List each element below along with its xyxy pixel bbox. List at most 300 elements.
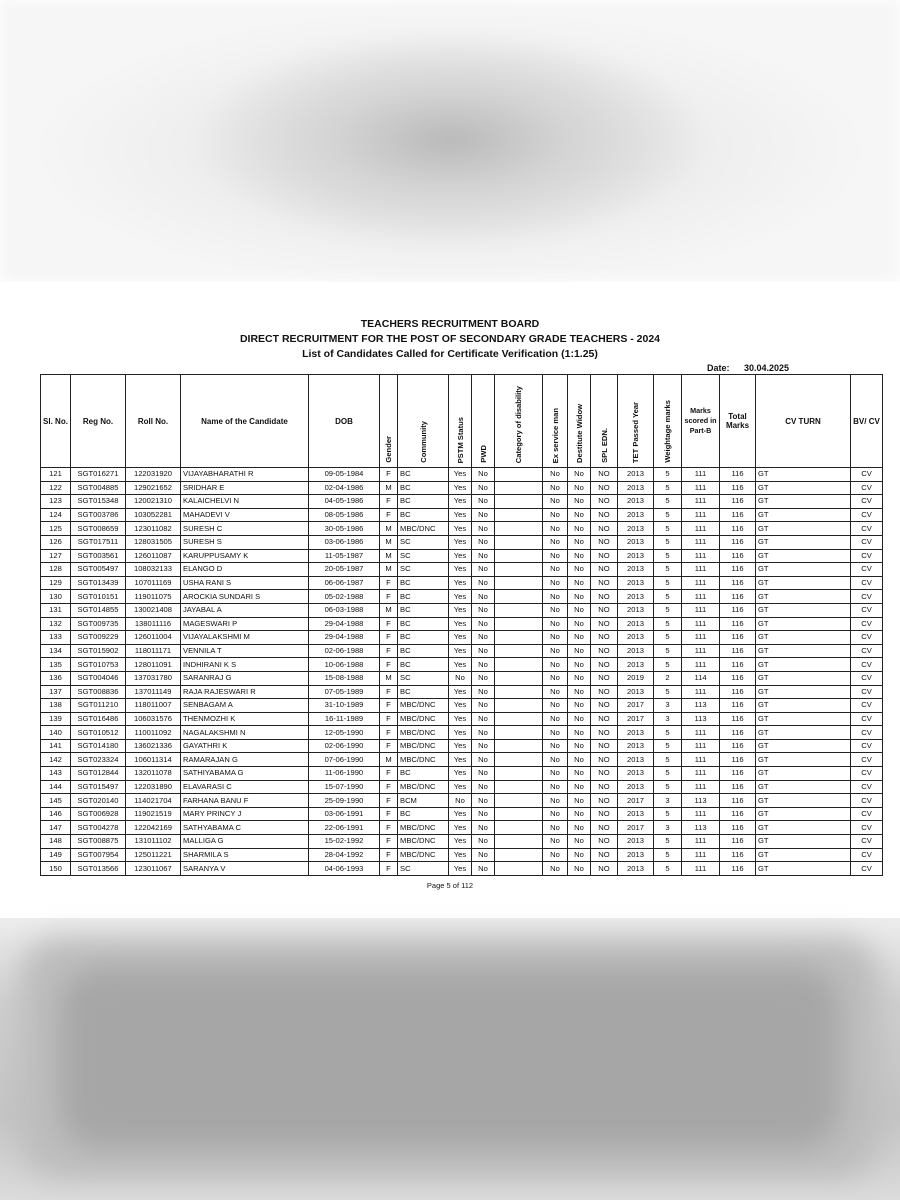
cell-community: MBC/DNC: [398, 726, 449, 740]
cell-bv-cv: CV: [851, 590, 883, 604]
cell-tet-year: 2013: [618, 576, 654, 590]
cell-pstm: Yes: [449, 468, 472, 482]
cell-sl: 144: [41, 780, 71, 794]
cell-destitute-widow: No: [568, 767, 591, 781]
table-row: [41, 685, 883, 699]
table-row: [41, 739, 883, 753]
cell-part-b-marks: 113: [682, 794, 720, 808]
cell-cv-turn: GT: [756, 848, 851, 862]
cell-candidate-name: JAYABAL A: [181, 603, 309, 617]
cell-community: MBC/DNC: [398, 753, 449, 767]
cell-roll-no: 125011221: [126, 848, 181, 862]
cell-pstm: Yes: [449, 835, 472, 849]
cell-disability: [495, 699, 543, 713]
cell-reg-no: SGT004046: [71, 671, 126, 685]
cell-candidate-name: RAMARAJAN G: [181, 753, 309, 767]
cell-ex-service: No: [543, 767, 568, 781]
cell-sl: 145: [41, 794, 71, 808]
cell-gender: F: [380, 807, 398, 821]
cell-total-marks: 116: [720, 726, 756, 740]
cell-bv-cv: CV: [851, 862, 883, 876]
cell-gender: F: [380, 835, 398, 849]
cell-bv-cv: CV: [851, 563, 883, 577]
cell-total-marks: 116: [720, 671, 756, 685]
cell-pstm: Yes: [449, 821, 472, 835]
cell-dob: 03-06-1986: [309, 535, 380, 549]
table-row: [41, 631, 883, 645]
cell-bv-cv: CV: [851, 644, 883, 658]
col-disability: Category of disability: [495, 375, 543, 468]
cell-pwd: No: [472, 767, 495, 781]
cell-ex-service: No: [543, 603, 568, 617]
cell-cv-turn: GT: [756, 617, 851, 631]
cell-weightage: 5: [654, 603, 682, 617]
cell-roll-no: 103052281: [126, 508, 181, 522]
cell-dob: 25-09-1990: [309, 794, 380, 808]
cell-disability: [495, 549, 543, 563]
cell-tet-year: 2013: [618, 522, 654, 536]
cell-spl-edn: NO: [591, 726, 618, 740]
cell-cv-turn: GT: [756, 767, 851, 781]
cell-bv-cv: CV: [851, 753, 883, 767]
cell-disability: [495, 848, 543, 862]
cell-pwd: No: [472, 495, 495, 509]
cell-candidate-name: MAGESWARI P: [181, 617, 309, 631]
cell-pstm: Yes: [449, 644, 472, 658]
cell-disability: [495, 780, 543, 794]
cell-gender: F: [380, 794, 398, 808]
cell-tet-year: 2013: [618, 549, 654, 563]
cell-candidate-name: INDHIRANI K S: [181, 658, 309, 672]
table-row: [41, 658, 883, 672]
cell-sl: 142: [41, 753, 71, 767]
cell-total-marks: 116: [720, 862, 756, 876]
cell-ex-service: No: [543, 590, 568, 604]
cell-candidate-name: SATHYABAMA C: [181, 821, 309, 835]
cell-weightage: 5: [654, 522, 682, 536]
cell-total-marks: 116: [720, 699, 756, 713]
table-row: [41, 767, 883, 781]
cell-roll-no: 123011082: [126, 522, 181, 536]
cell-tet-year: 2013: [618, 603, 654, 617]
cell-destitute-widow: No: [568, 726, 591, 740]
cell-ex-service: No: [543, 699, 568, 713]
cell-spl-edn: NO: [591, 658, 618, 672]
cell-dob: 20-05-1987: [309, 563, 380, 577]
cell-dob: 29-04-1988: [309, 631, 380, 645]
cell-total-marks: 116: [720, 563, 756, 577]
cell-ex-service: No: [543, 522, 568, 536]
table-row: [41, 576, 883, 590]
cell-gender: F: [380, 644, 398, 658]
cell-pwd: No: [472, 644, 495, 658]
cell-weightage: 3: [654, 794, 682, 808]
cell-sl: 140: [41, 726, 71, 740]
cell-destitute-widow: No: [568, 794, 591, 808]
cell-part-b-marks: 113: [682, 712, 720, 726]
cell-cv-turn: GT: [756, 835, 851, 849]
cell-disability: [495, 590, 543, 604]
cell-pstm: Yes: [449, 522, 472, 536]
cell-pwd: No: [472, 603, 495, 617]
cell-pwd: No: [472, 835, 495, 849]
cell-disability: [495, 508, 543, 522]
cell-weightage: 5: [654, 590, 682, 604]
cell-candidate-name: NAGALAKSHMI N: [181, 726, 309, 740]
col-pstm: PSTM Status: [449, 375, 472, 468]
table-row: [41, 590, 883, 604]
cell-spl-edn: NO: [591, 576, 618, 590]
cell-spl-edn: NO: [591, 644, 618, 658]
cell-dob: 15-08-1988: [309, 671, 380, 685]
cell-ex-service: No: [543, 658, 568, 672]
cell-cv-turn: GT: [756, 862, 851, 876]
cell-part-b-marks: 113: [682, 699, 720, 713]
cell-dob: 15-07-1990: [309, 780, 380, 794]
cell-reg-no: SGT008836: [71, 685, 126, 699]
cell-pwd: No: [472, 753, 495, 767]
cell-candidate-name: SURESH C: [181, 522, 309, 536]
cell-cv-turn: GT: [756, 699, 851, 713]
candidates-table: [40, 374, 883, 876]
cell-pstm: Yes: [449, 658, 472, 672]
cell-disability: [495, 739, 543, 753]
cell-part-b-marks: 114: [682, 671, 720, 685]
cell-candidate-name: SHARMILA S: [181, 848, 309, 862]
cell-tet-year: 2013: [618, 767, 654, 781]
cell-total-marks: 116: [720, 522, 756, 536]
cell-roll-no: 132011078: [126, 767, 181, 781]
cell-roll-no: 110011092: [126, 726, 181, 740]
cell-sl: 128: [41, 563, 71, 577]
cell-disability: [495, 671, 543, 685]
cell-reg-no: SGT009735: [71, 617, 126, 631]
cell-cv-turn: GT: [756, 603, 851, 617]
blurred-previous-page: [0, 0, 900, 282]
cell-pwd: No: [472, 549, 495, 563]
cell-spl-edn: NO: [591, 712, 618, 726]
cell-pwd: No: [472, 590, 495, 604]
cell-tet-year: 2013: [618, 726, 654, 740]
cell-candidate-name: SURESH S: [181, 535, 309, 549]
cell-ex-service: No: [543, 821, 568, 835]
cell-gender: F: [380, 508, 398, 522]
table-row: [41, 835, 883, 849]
cell-roll-no: 131011102: [126, 835, 181, 849]
cell-sl: 136: [41, 671, 71, 685]
cell-ex-service: No: [543, 835, 568, 849]
cell-total-marks: 116: [720, 807, 756, 821]
cell-cv-turn: GT: [756, 753, 851, 767]
cell-weightage: 5: [654, 644, 682, 658]
cell-candidate-name: AROCKIA SUNDARI S: [181, 590, 309, 604]
cell-tet-year: 2013: [618, 468, 654, 482]
col-pwd: PWD: [472, 375, 495, 468]
cell-weightage: 2: [654, 671, 682, 685]
cell-ex-service: No: [543, 495, 568, 509]
cell-total-marks: 116: [720, 603, 756, 617]
cell-sl: 121: [41, 468, 71, 482]
cell-weightage: 5: [654, 780, 682, 794]
cell-pstm: Yes: [449, 726, 472, 740]
cell-destitute-widow: No: [568, 576, 591, 590]
cell-spl-edn: NO: [591, 495, 618, 509]
cell-total-marks: 116: [720, 835, 756, 849]
cell-disability: [495, 617, 543, 631]
cell-cv-turn: GT: [756, 807, 851, 821]
cell-part-b-marks: 111: [682, 495, 720, 509]
cell-pstm: Yes: [449, 767, 472, 781]
cell-total-marks: 116: [720, 685, 756, 699]
cell-spl-edn: NO: [591, 631, 618, 645]
cell-community: SC: [398, 563, 449, 577]
cell-gender: M: [380, 563, 398, 577]
cell-dob: 15-02-1992: [309, 835, 380, 849]
cell-bv-cv: CV: [851, 767, 883, 781]
cell-candidate-name: KALAICHELVI N: [181, 495, 309, 509]
cell-ex-service: No: [543, 549, 568, 563]
cell-pwd: No: [472, 576, 495, 590]
cell-pwd: No: [472, 712, 495, 726]
cell-ex-service: No: [543, 848, 568, 862]
cell-disability: [495, 767, 543, 781]
cell-pwd: No: [472, 468, 495, 482]
cell-tet-year: 2013: [618, 495, 654, 509]
cell-candidate-name: VIJAYALAKSHMI M: [181, 631, 309, 645]
cell-total-marks: 116: [720, 753, 756, 767]
cell-pstm: Yes: [449, 508, 472, 522]
cell-gender: F: [380, 590, 398, 604]
cell-dob: 10-06-1988: [309, 658, 380, 672]
cell-destitute-widow: No: [568, 780, 591, 794]
cell-tet-year: 2013: [618, 631, 654, 645]
cell-gender: F: [380, 468, 398, 482]
cell-bv-cv: CV: [851, 685, 883, 699]
cell-pwd: No: [472, 617, 495, 631]
cell-total-marks: 116: [720, 821, 756, 835]
cell-ex-service: No: [543, 712, 568, 726]
col-bvcv: BV/ CV: [851, 375, 883, 468]
cell-gender: F: [380, 631, 398, 645]
cell-bv-cv: CV: [851, 794, 883, 808]
cell-bv-cv: CV: [851, 848, 883, 862]
cell-roll-no: 126011087: [126, 549, 181, 563]
cell-part-b-marks: 111: [682, 644, 720, 658]
cell-community: MBC/DNC: [398, 712, 449, 726]
cell-sl: 125: [41, 522, 71, 536]
cell-ex-service: No: [543, 508, 568, 522]
cell-pwd: No: [472, 807, 495, 821]
cell-weightage: 5: [654, 617, 682, 631]
cell-sl: 130: [41, 590, 71, 604]
cell-total-marks: 116: [720, 495, 756, 509]
cell-cv-turn: GT: [756, 590, 851, 604]
cell-ex-service: No: [543, 807, 568, 821]
cell-sl: 137: [41, 685, 71, 699]
cell-disability: [495, 644, 543, 658]
cell-tet-year: 2013: [618, 535, 654, 549]
cell-part-b-marks: 111: [682, 508, 720, 522]
cell-pstm: Yes: [449, 576, 472, 590]
cell-reg-no: SGT010753: [71, 658, 126, 672]
cell-dob: 06-03-1988: [309, 603, 380, 617]
cell-pstm: Yes: [449, 631, 472, 645]
cell-tet-year: 2013: [618, 807, 654, 821]
table-row: [41, 617, 883, 631]
cell-dob: 22-06-1991: [309, 821, 380, 835]
cell-disability: [495, 576, 543, 590]
cell-reg-no: SGT014180: [71, 739, 126, 753]
cell-gender: F: [380, 617, 398, 631]
cell-dob: 02-06-1990: [309, 739, 380, 753]
cell-community: SC: [398, 862, 449, 876]
table-row: [41, 549, 883, 563]
cell-tet-year: 2017: [618, 699, 654, 713]
cell-sl: 131: [41, 603, 71, 617]
cell-reg-no: SGT005497: [71, 563, 126, 577]
cell-dob: 11-05-1987: [309, 549, 380, 563]
cell-community: MBC/DNC: [398, 848, 449, 862]
cell-dob: 09-05-1984: [309, 468, 380, 482]
cell-bv-cv: CV: [851, 576, 883, 590]
cell-cv-turn: GT: [756, 739, 851, 753]
col-cvturn: CV TURN: [756, 375, 851, 468]
cell-dob: 16-11-1989: [309, 712, 380, 726]
cell-part-b-marks: 111: [682, 576, 720, 590]
cell-reg-no: SGT006928: [71, 807, 126, 821]
cell-total-marks: 116: [720, 468, 756, 482]
cell-disability: [495, 631, 543, 645]
cell-dob: 03-06-1991: [309, 807, 380, 821]
cell-bv-cv: CV: [851, 699, 883, 713]
cell-cv-turn: GT: [756, 535, 851, 549]
cell-reg-no: SGT010151: [71, 590, 126, 604]
cell-pwd: No: [472, 685, 495, 699]
cell-part-b-marks: 111: [682, 481, 720, 495]
cell-reg-no: SGT015902: [71, 644, 126, 658]
cell-pstm: Yes: [449, 753, 472, 767]
cell-ex-service: No: [543, 780, 568, 794]
cell-destitute-widow: No: [568, 508, 591, 522]
cell-ex-service: No: [543, 535, 568, 549]
cell-ex-service: No: [543, 563, 568, 577]
org-title: TEACHERS RECRUITMENT BOARD: [360, 318, 540, 330]
cell-dob: 06-06-1987: [309, 576, 380, 590]
cell-community: MBC/DNC: [398, 739, 449, 753]
cell-spl-edn: NO: [591, 617, 618, 631]
cell-part-b-marks: 111: [682, 522, 720, 536]
cell-cv-turn: GT: [756, 685, 851, 699]
table-row: [41, 535, 883, 549]
cell-weightage: 5: [654, 508, 682, 522]
cell-bv-cv: CV: [851, 726, 883, 740]
table-row: [41, 848, 883, 862]
table-header-row: [41, 375, 883, 468]
cell-disability: [495, 563, 543, 577]
cell-tet-year: 2013: [618, 835, 654, 849]
cell-total-marks: 116: [720, 617, 756, 631]
cell-community: BC: [398, 807, 449, 821]
cell-community: BCM: [398, 794, 449, 808]
cell-pstm: Yes: [449, 862, 472, 876]
cell-sl: 129: [41, 576, 71, 590]
cell-disability: [495, 821, 543, 835]
table-row: [41, 821, 883, 835]
cell-gender: M: [380, 549, 398, 563]
cell-reg-no: SGT003786: [71, 508, 126, 522]
cell-weightage: 3: [654, 712, 682, 726]
cell-community: BC: [398, 468, 449, 482]
cell-pwd: No: [472, 671, 495, 685]
cell-sl: 124: [41, 508, 71, 522]
cell-community: BC: [398, 631, 449, 645]
cell-community: BC: [398, 576, 449, 590]
table-row: [41, 481, 883, 495]
cell-tet-year: 2013: [618, 685, 654, 699]
date-label: Date:: [707, 363, 730, 373]
cell-total-marks: 116: [720, 631, 756, 645]
cell-total-marks: 116: [720, 590, 756, 604]
cell-part-b-marks: 111: [682, 603, 720, 617]
table-row: [41, 671, 883, 685]
cell-community: SC: [398, 535, 449, 549]
cell-destitute-widow: No: [568, 821, 591, 835]
cell-gender: F: [380, 699, 398, 713]
cell-roll-no: 128011091: [126, 658, 181, 672]
cell-tet-year: 2013: [618, 862, 654, 876]
cell-gender: M: [380, 522, 398, 536]
cell-part-b-marks: 111: [682, 767, 720, 781]
cell-disability: [495, 794, 543, 808]
table-body: [41, 468, 883, 876]
table-row: [41, 794, 883, 808]
cell-community: MBC/DNC: [398, 835, 449, 849]
cell-spl-edn: NO: [591, 780, 618, 794]
cell-disability: [495, 495, 543, 509]
cell-sl: 134: [41, 644, 71, 658]
cell-total-marks: 116: [720, 481, 756, 495]
cell-total-marks: 116: [720, 576, 756, 590]
cell-reg-no: SGT004885: [71, 481, 126, 495]
cell-disability: [495, 522, 543, 536]
cell-reg-no: SGT009229: [71, 631, 126, 645]
cell-weightage: 5: [654, 658, 682, 672]
cell-cv-turn: GT: [756, 658, 851, 672]
col-sl: Sl. No.: [41, 375, 71, 468]
cell-spl-edn: NO: [591, 821, 618, 835]
cell-dob: 28-04-1992: [309, 848, 380, 862]
cell-bv-cv: CV: [851, 522, 883, 536]
list-title: List of Candidates Called for Certificate Verification (1:1.25): [302, 348, 598, 360]
cell-sl: 132: [41, 617, 71, 631]
cell-candidate-name: GAYATHRI K: [181, 739, 309, 753]
cell-ex-service: No: [543, 631, 568, 645]
cell-gender: F: [380, 685, 398, 699]
cell-community: BC: [398, 644, 449, 658]
cell-ex-service: No: [543, 862, 568, 876]
cell-spl-edn: NO: [591, 508, 618, 522]
cell-sl: 133: [41, 631, 71, 645]
cell-reg-no: SGT017511: [71, 535, 126, 549]
cell-reg-no: SGT020140: [71, 794, 126, 808]
col-gender: Gender: [380, 375, 398, 468]
cell-pwd: No: [472, 631, 495, 645]
cell-destitute-widow: No: [568, 862, 591, 876]
cell-gender: F: [380, 780, 398, 794]
cell-bv-cv: CV: [851, 508, 883, 522]
cell-tet-year: 2013: [618, 563, 654, 577]
cell-part-b-marks: 111: [682, 862, 720, 876]
